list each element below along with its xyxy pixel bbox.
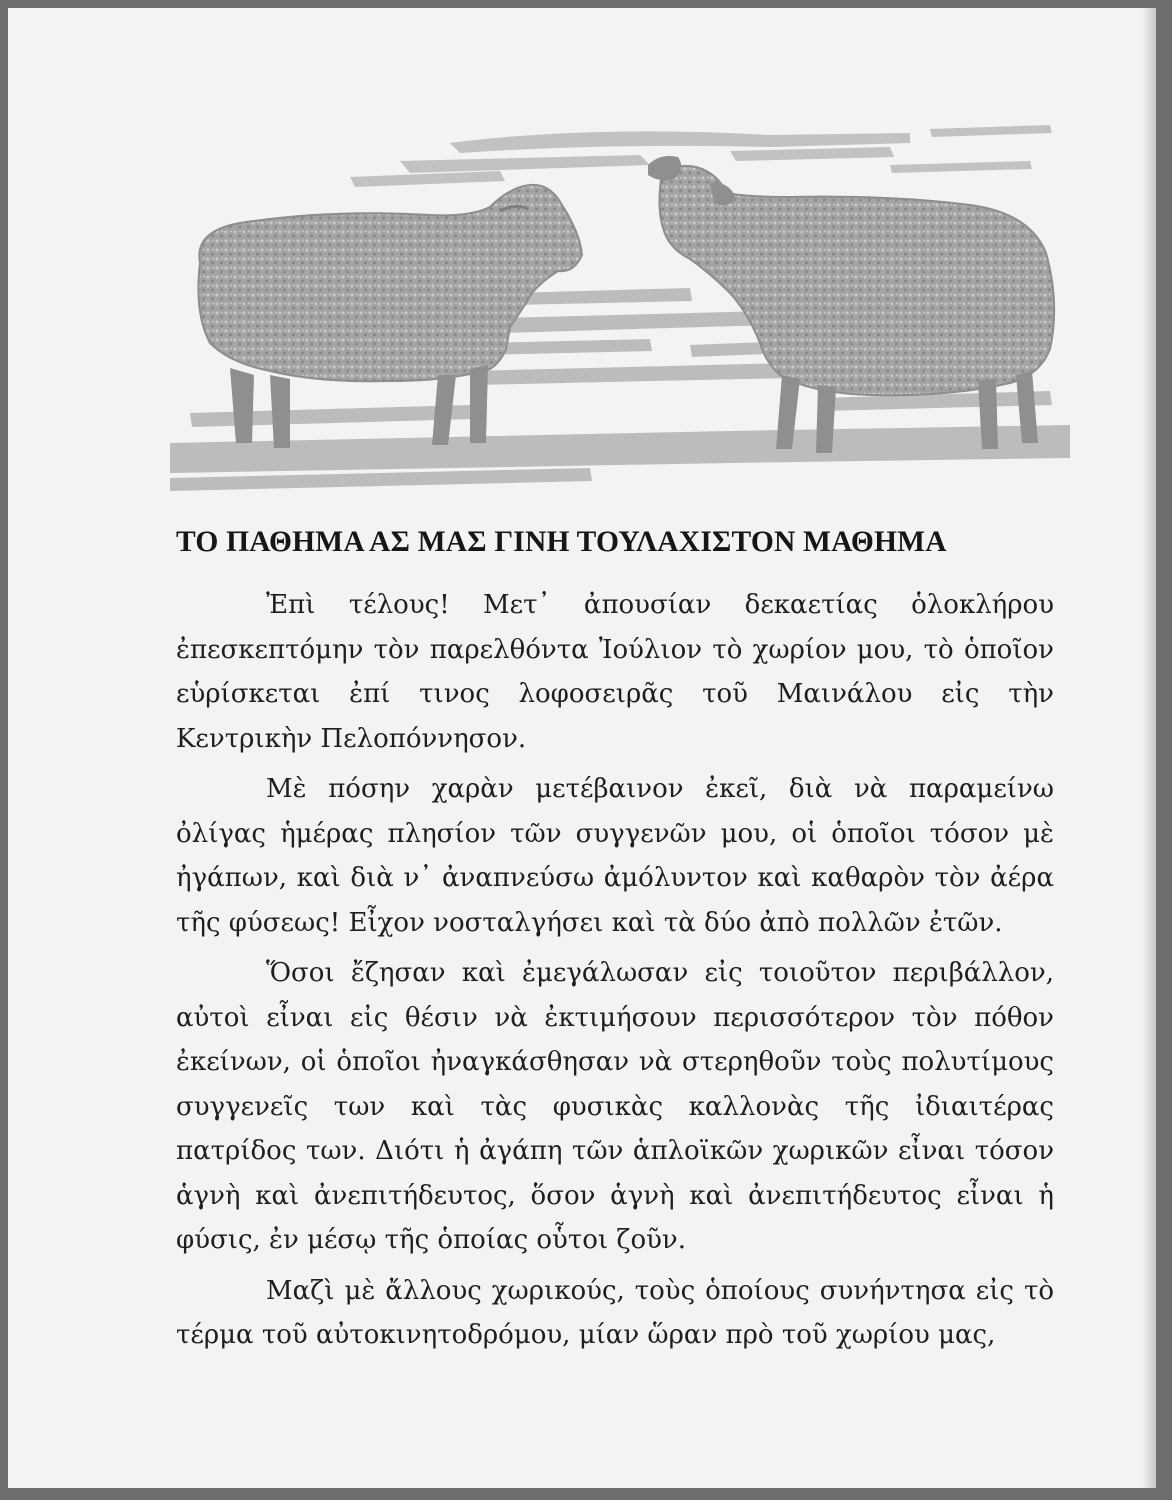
two-sheep-illustration xyxy=(170,113,1070,498)
paragraph-3: Ὅσοι ἔζησαν καὶ ἐμεγάλωσαν εἰς τοιοῦτον περιβάλλον, αὐτοὶ εἶναι εἰς θέσιν νὰ ἐκτιμήσουν περισσότερον τὸν πόθον ἐκείνων, οἱ ὁποῖοι ἠναγκάσθησαν νὰ στερηθοῦν τοὺς πολυτίμους συγγενεῖς των καὶ τὰς φυσικὰς καλλονὰς τῆς ἰδιαιτέρας πατρίδος των. Διότι ἡ ἀγάπη τῶν ἁπλοϊκῶν χωρικῶν εἶναι τόσον ἁγνὴ καὶ ἀνεπιτήδευτος, ὅσον ἁγνὴ καὶ ἀνεπιτήδευτος εἶναι ἡ φύσις, ἐν μέσῳ τῆς ὁποίας οὗτοι ζοῦν. xyxy=(176,958,1054,1255)
page-title: ΤΟ ΠΑΘΗΜΑ ΑΣ ΜΑΣ ΓΙΝΗ ΤΟΥΛΑΧΙΣΤΟΝ ΜΑΘΗΜΑ xyxy=(176,526,947,558)
paragraph-4: Μαζὶ μὲ ἄλλους χωρικούς, τοὺς ὁποίους συνήντησα εἰς τὸ τέρμα τοῦ αὐτοκινητοδρόμου, μίαν ὥραν πρὸ τοῦ χωρίου μας, xyxy=(176,1275,1054,1350)
paragraph-2: Μὲ πόσην χαρὰν μετέβαινον ἐκεῖ, διὰ νὰ παραμείνω ὀλίγας ἡμέρας πλησίον τῶν συγγενῶν μου, οἱ ὁποῖοι τόσον μὲ ἠγάπων, καὶ διὰ ν᾽ ἀναπνεύσω ἀμόλυντον καὶ καθαρὸν τὸν ἀέρα τῆς φύσεως! Εἶχον νοσταλγήσει καὶ τὰ δύο ἀπὸ πολλῶν ἐτῶν. xyxy=(176,774,1054,938)
paragraph-1: Ἐπὶ τέλους! Μετ᾽ ἀπουσίαν δεκαετίας ὁλοκλήρου ἐπεσκεπτόμην τὸν παρελθόντα Ἰούλιον τὸ χωρίον μου, τὸ ὁποῖον εὑρίσκεται ἐπί τινος λοφοσειρᾶς τοῦ Μαινάλου εἰς τὴν Κεντρικὴν Πελοπόννησον. xyxy=(176,590,1054,754)
book-page xyxy=(8,8,1156,1488)
body-text xyxy=(176,583,1054,1364)
